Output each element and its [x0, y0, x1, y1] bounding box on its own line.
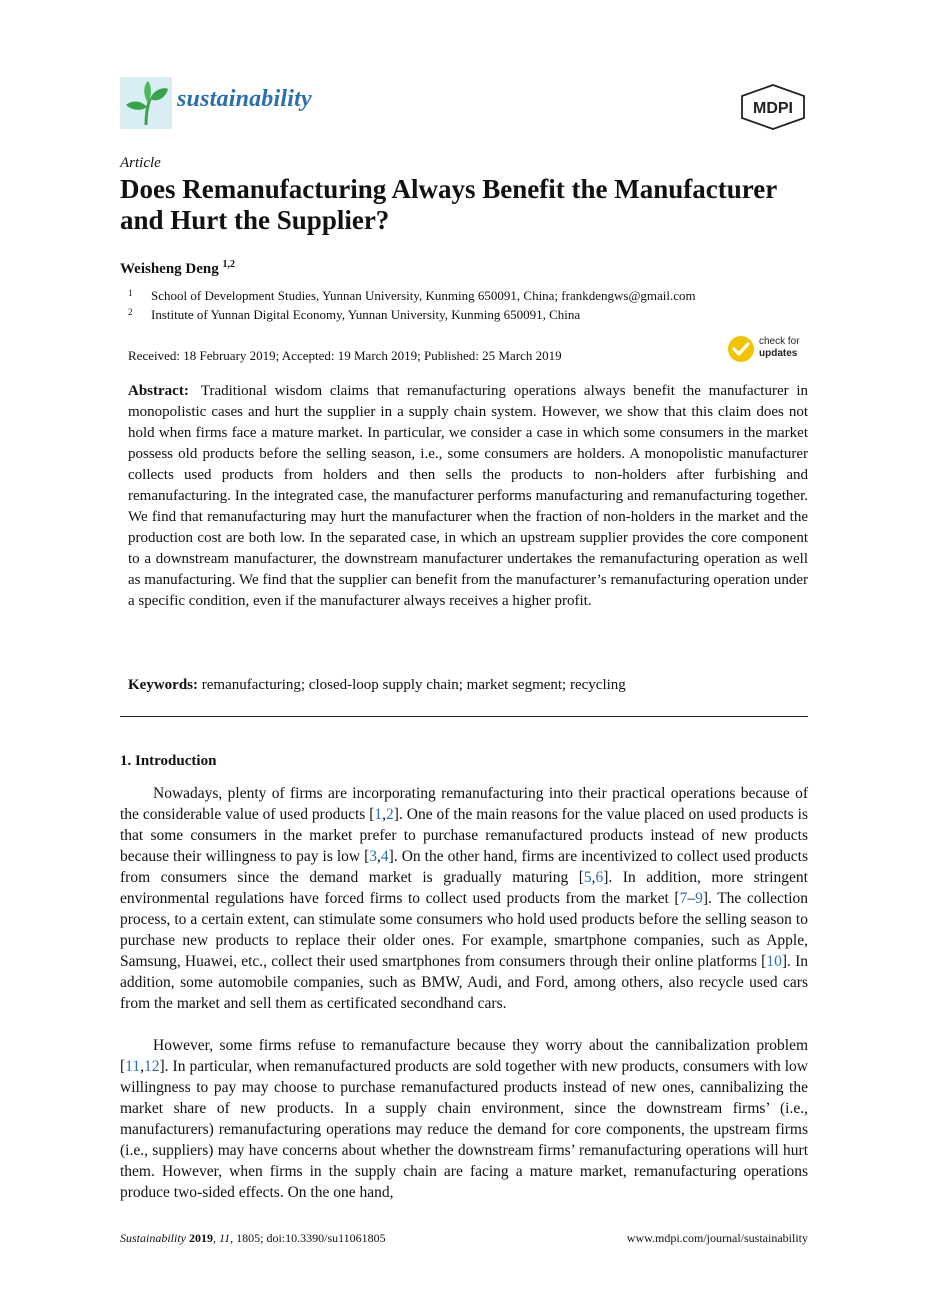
abstract-text: Traditional wisdom claims that remanufacturing operations always benefit the manufacturer in monopolistic cases and hurt the supplier in a supply chain system. However, we show that this claim does not hold when firms face a mature market. In particular, we consider a case in which some consumers in the market possess old products before the selling season, i.e., some consumers are holders. A monopolistic manufacturer collects used products from holders and then sells the products to non-holders after furbishing and remanufacturing. In the integrated case, the manufacturer performs manufacturing and remanufacturing together. We find that remanufacturing may hurt the manufacturer when the fraction of non-holders in the market and the production cost are both low. In the separated case, in which an upstream supplier provides the core component to a downstream manufacturer, the downstream manufacturer undertakes the remanufacturing operation as well as manufacturing. We find that the supplier can benefit from the manufacturer’s remanufacturing operation under a specific condition, even if the manufacturer always receives a higher profit. [128, 383, 808, 609]
citation-link[interactable]: 6 [595, 869, 604, 886]
affiliation-1 [128, 288, 696, 304]
publisher-logo[interactable] [738, 84, 808, 130]
affiliation-number: 2 [128, 307, 133, 317]
citation-link[interactable]: 1 [374, 806, 383, 823]
author [120, 259, 235, 278]
check-for-updates-badge[interactable] [727, 334, 809, 364]
check-for-updates-line1: check for [759, 336, 800, 347]
footer-year: 2019 [189, 1231, 213, 1245]
citation-link[interactable]: 11 [125, 1058, 141, 1075]
publication-dates: Received: 18 February 2019; Accepted: 19 March 2019; Published: 25 March 2019 [128, 348, 562, 363]
check-for-updates-line2: updates [759, 348, 798, 359]
citation-link[interactable]: 12 [143, 1058, 160, 1075]
keywords [128, 675, 808, 696]
divider [120, 716, 808, 717]
paragraph: Nowadays, plenty of firms are incorporating remanufacturing into their practical operations because of the considerable value of used products [1,2]. One of the main reasons for the value placed on used products is that some consumers in the market prefer to purchase remanufactured products instead of new products because their willingness to pay is low [3,4]. On the other hand, firms are incentivized to collect used products from consumers since the demand market is gradually maturing [5,6]. In addition, more stringent environmental regulations have forced firms to collect used products from the market [7–9]. The collection process, to a certain extent, can stimulate some consumers who hold used products before the selling season to purchase new products to replace their older ones. For example, smartphone companies, such as Apple, Samsung, Huawei, etc., collect their used smartphones from consumers through their online platforms [10]. In addition, some automobile companies, such as BMW, Audi, and Ford, among others, also recycle used cars from the market and sell them as certificated secondhand cars. [120, 785, 809, 1012]
citation-link[interactable]: 7 [679, 890, 688, 907]
keywords-text: remanufacturing; closed-loop supply chain; market segment; recycling [201, 677, 626, 693]
article-title: Does Remanufacturing Always Benefit the Manufacturer and Hurt the Supplier? [120, 174, 777, 235]
citation-link[interactable]: 5 [583, 869, 592, 886]
sprout-icon [120, 77, 172, 129]
footer-doi: , 1805; doi:10.3390/su11061805 [230, 1231, 386, 1245]
keywords-label: Keywords: [128, 677, 198, 693]
citation-link[interactable]: 2 [386, 806, 394, 823]
abstract [128, 381, 808, 612]
affiliation-2 [128, 307, 580, 323]
citation-link[interactable]: 3 [369, 848, 378, 865]
footer-url[interactable]: www.mdpi.com/journal/sustainability [626, 1231, 808, 1245]
section-heading: 1. Introduction [120, 753, 217, 769]
publisher-name: MDPI [753, 100, 793, 117]
footer-journal: Sustainability [120, 1231, 186, 1245]
author-affiliation-marks: 1,2 [222, 259, 236, 270]
author-name: Weisheng Deng [120, 261, 219, 277]
abstract-label: Abstract: [128, 383, 189, 399]
check-icon [727, 335, 755, 363]
journal-name[interactable]: sustainability [177, 86, 312, 112]
affiliation-text: Institute of Yunnan Digital Economy, Yunnan University, Kunming 650091, China [151, 307, 581, 322]
citation-link[interactable]: 9 [695, 890, 703, 907]
footer-citation: Sustainability 2019, 11, 1805; doi:10.3390/su11061805 [120, 1231, 386, 1245]
footer-volume: 11 [219, 1231, 231, 1245]
citation-link[interactable]: 10 [766, 953, 782, 970]
affiliation-number: 1 [128, 288, 133, 298]
journal-logo [120, 77, 172, 129]
citation-link[interactable]: 4 [380, 848, 389, 865]
paragraph: However, some firms refuse to remanufacture because they worry about the cannibalization problem [11,12]. In particular, when remanufactured products are sold together with new products, consumers with low willingness to pay may choose to purchase remanufactured products instead of new ones, cannibalizing the market share of new products. In a supply chain environment, since the downstream firms’ (i.e., manufacturers) remanufacturing operations may reduce the demand for core components, the upstream firms (i.e., suppliers) may have concerns about whether the downstream firms’ remanufacturing operations will hurt them. However, when firms in the supply chain are facing a mature market, remanufacturing operations produce two-sided effects. On the one hand, [120, 1037, 808, 1201]
affiliation-text: School of Development Studies, Yunnan University, Kunming 650091, China; frankdengws@gmail.com [151, 288, 696, 303]
article-type: Article [120, 155, 161, 171]
